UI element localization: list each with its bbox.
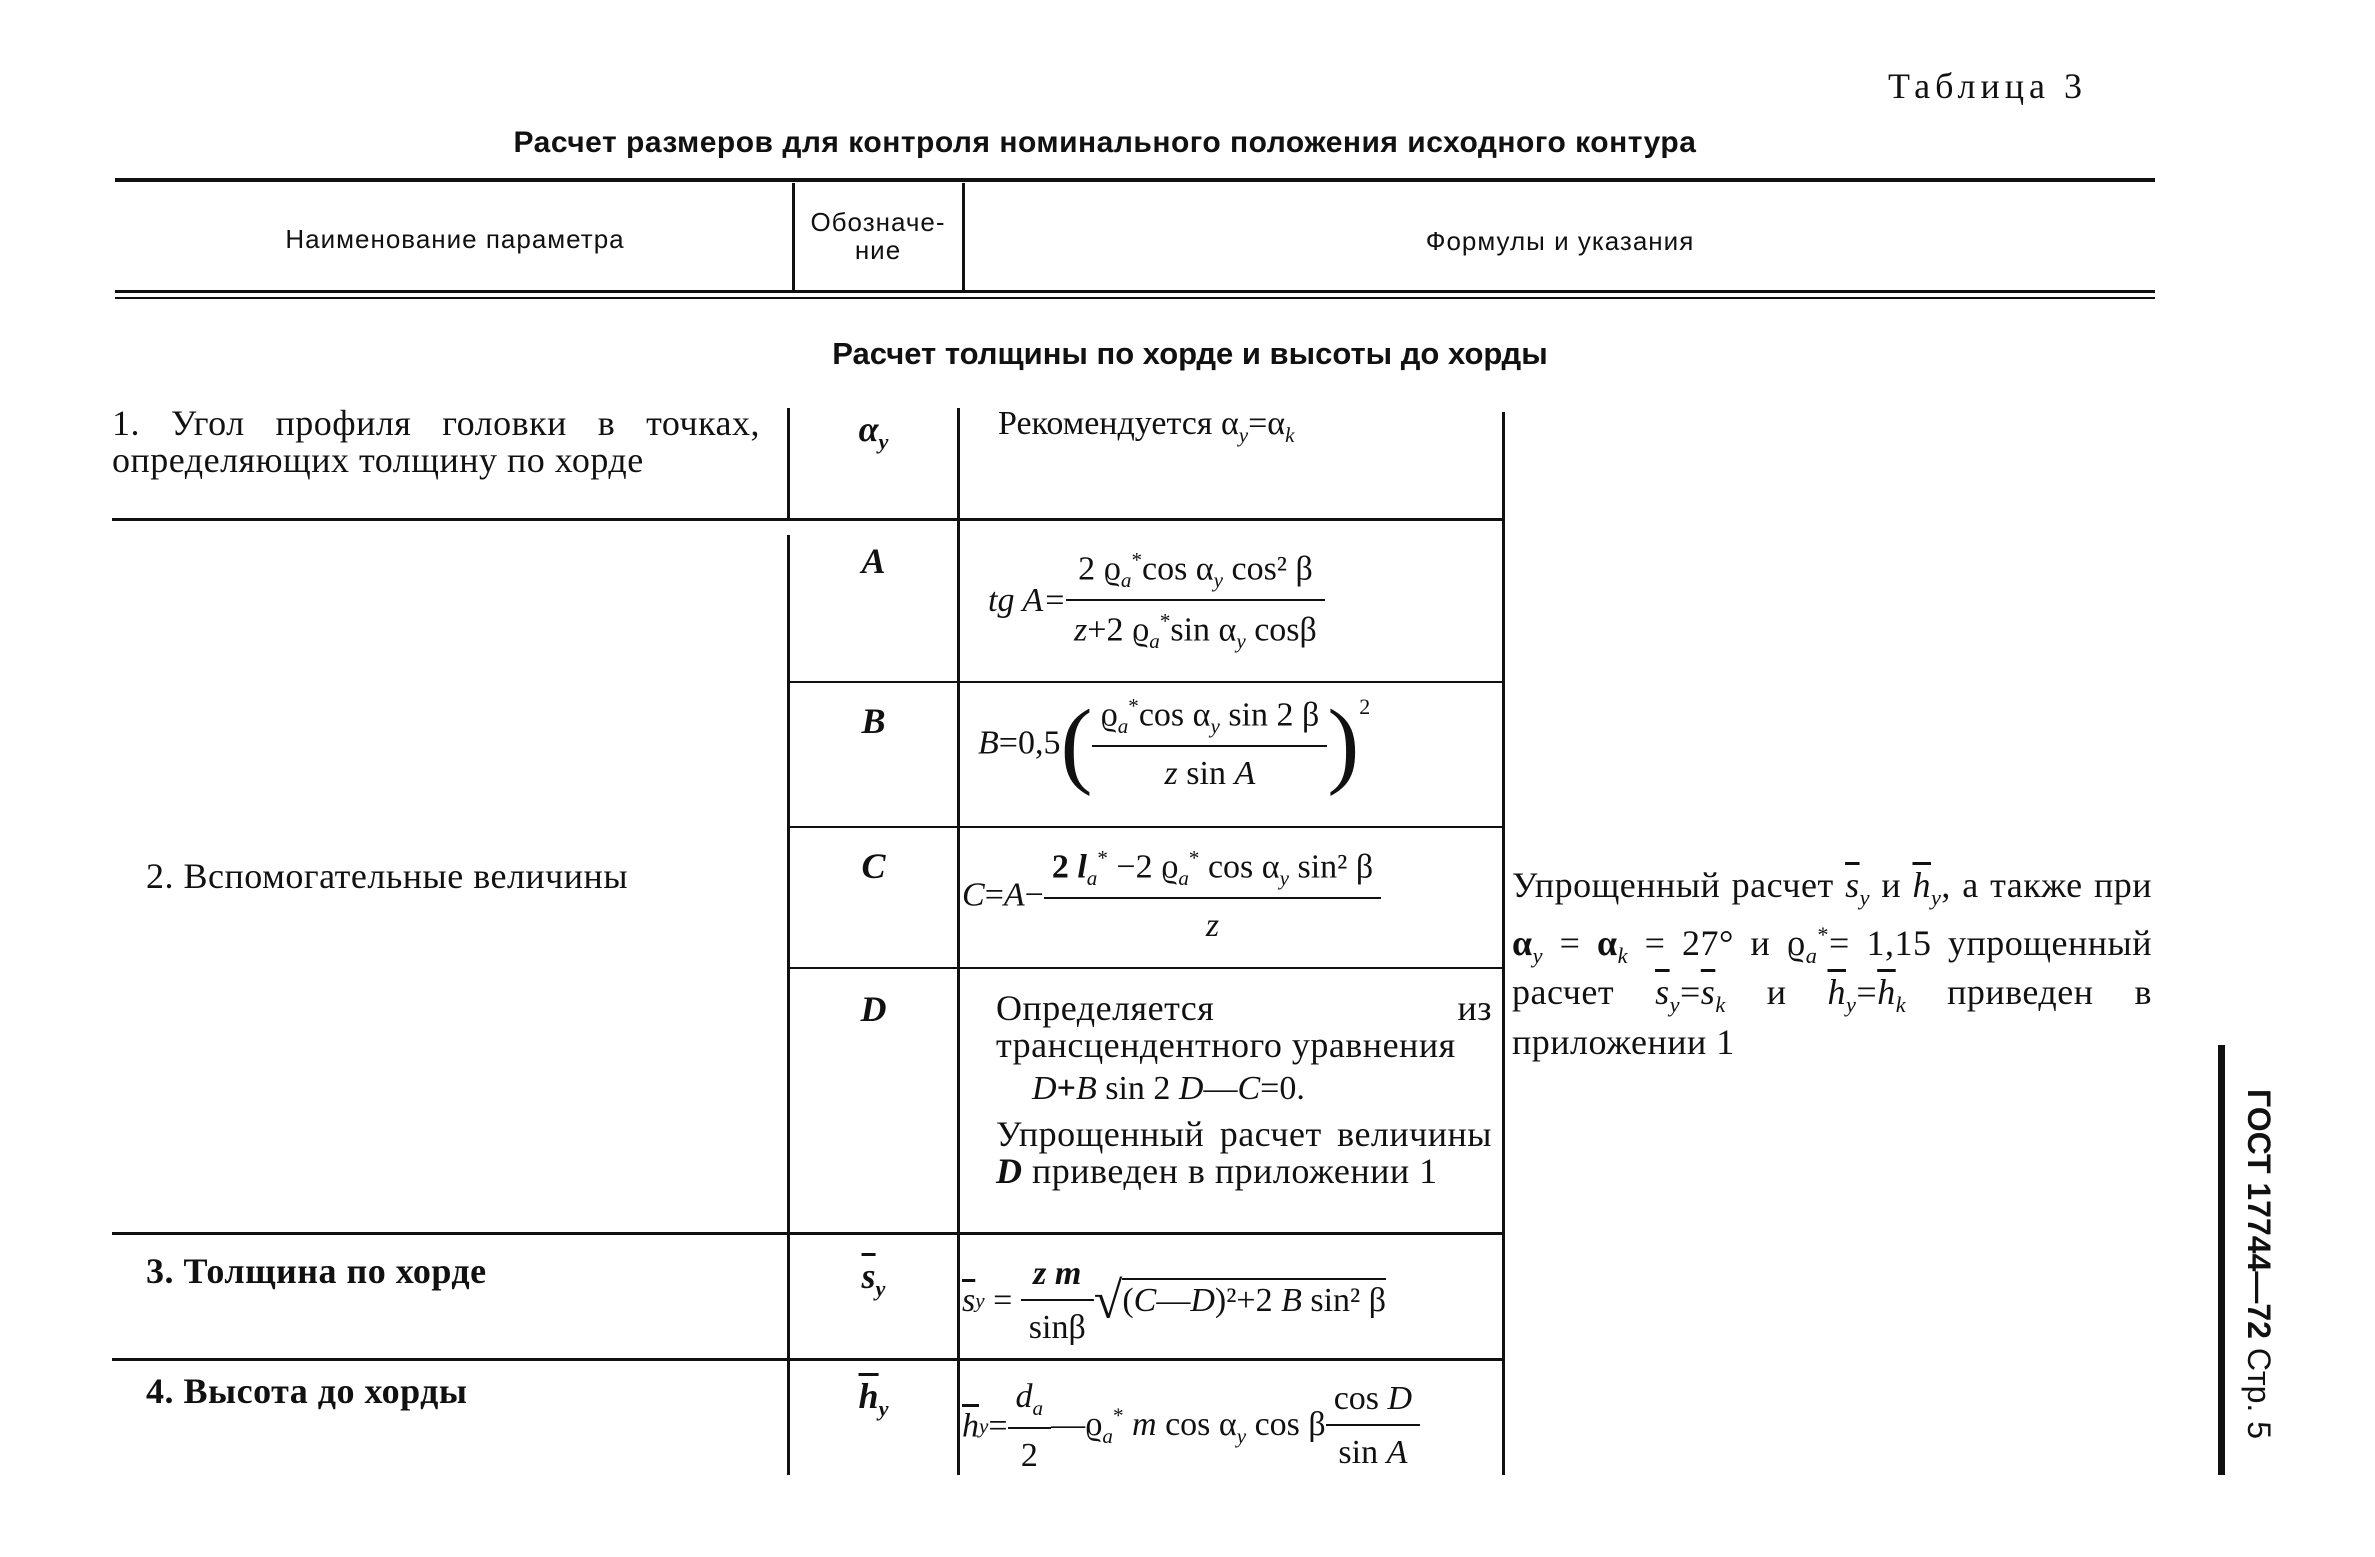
row1-bottom-rule xyxy=(112,518,1502,521)
formula-d-equation: D+B sin 2 D—C=0. xyxy=(1032,1070,1305,1107)
table-label: Таблица 3 xyxy=(1888,66,2087,106)
header-bottom-rule xyxy=(115,290,2155,293)
body-divider-2 xyxy=(957,408,960,1475)
symbol-c: C xyxy=(861,846,886,886)
row4-name: 4. Высота до хорды xyxy=(146,1371,468,1411)
side-marker-bar xyxy=(2218,1045,2225,1475)
formula-b: B=0,5( $\frac{ϱ_a^*\cos \alpha_y \sin 2 \beta}{\text{z sin A}}$ )$^2$ xyxy=(978,689,1371,797)
formula-s: $\overline{s}y$ = $\frac{\text{z m}}{\sin\beta}$ √(C—D)²+2 B sin² β xyxy=(962,1255,1387,1346)
column-header-name: Наименование параметра xyxy=(285,224,625,254)
table-title: Расчет размеров для контроля номинального положения исходного контура xyxy=(513,126,1697,159)
formula-c: C=A− $\frac{2 l_a^* -2 ϱ_a^* \cos \alpha_y \sin^2 \beta}{z}$ xyxy=(962,846,1381,945)
row1-name: 1. Угол профиля головки в точках, определяющих толщину по хорде xyxy=(112,403,760,480)
side-page: Стр. 5 xyxy=(2241,1347,2277,1439)
row3-bottom-rule xyxy=(112,1358,1502,1361)
row-c-bottom-rule xyxy=(790,967,1502,969)
formula-a: tg A= $\frac{2 ϱ_a^*\cos \alpha_y \cos^2 \beta}{z+2 ϱ_a^*\sin \alpha_y \cos\beta}$ xyxy=(988,548,1325,654)
symbol-a: A xyxy=(861,541,886,581)
symbol-b: B xyxy=(861,701,886,741)
header-bottom-rule-2 xyxy=(115,297,2155,299)
header-divider-2 xyxy=(962,183,965,290)
side-standard-label xyxy=(2233,1049,2277,1479)
formula-d-text-2: Упрощенный расчет величины D приведен в приложении 1 xyxy=(996,1114,1492,1191)
column-header-symbol: Обозначе- ние xyxy=(810,207,946,265)
section-title: Расчет толщины по хорде и высоты до хорды xyxy=(832,336,1548,371)
row2-bottom-rule xyxy=(112,1232,1502,1235)
row4-symbol: $\overline{h}_y$ xyxy=(858,1376,889,1422)
formula-h: $\overline{h}y=$ $\frac{d_a}{2}$ $—ϱ_a^*$ m $\cos \alpha_y$ cos β $\frac{\text{cos D}}{\text{sin A}}$ xyxy=(962,1378,1420,1475)
row3-symbol: $\overline{s}_y$ xyxy=(861,1256,886,1302)
row1-note: Рекомендуется $\alpha_y=\alpha_k$ xyxy=(998,405,1295,447)
body-divider-3 xyxy=(1502,412,1505,1475)
row-b-bottom-rule xyxy=(790,826,1502,828)
side-note: Упрощенный расчет $\overline{s}_y$ и $\overline{h}_y$, а также при $\alpha_y = \alpha_k = 27^\circ$ и $ϱ_a^*= 1,15$ упрощенный расчет $\overline{s}_y=\overline{s}_k$ и $\overline{h}_y=\overline{h}_k$ приведен в приложении 1 xyxy=(1512,865,2153,1062)
formula-d-text-1: Определяется из трансцендентного уравнения xyxy=(996,988,1492,1065)
symbol-d: D xyxy=(860,989,887,1029)
side-standard: ГОСТ 17744—72 xyxy=(2241,1089,2277,1339)
row-a-bottom-rule xyxy=(790,681,1502,683)
row3-name: 3. Толщина по хорде xyxy=(146,1251,487,1291)
row2-name: 2. Вспомогательные величины xyxy=(146,856,629,896)
column-header-formula: Формулы и указания xyxy=(1425,226,1695,256)
row1-symbol: $\alpha_y$ xyxy=(858,409,889,455)
header-top-rule xyxy=(115,178,2155,182)
